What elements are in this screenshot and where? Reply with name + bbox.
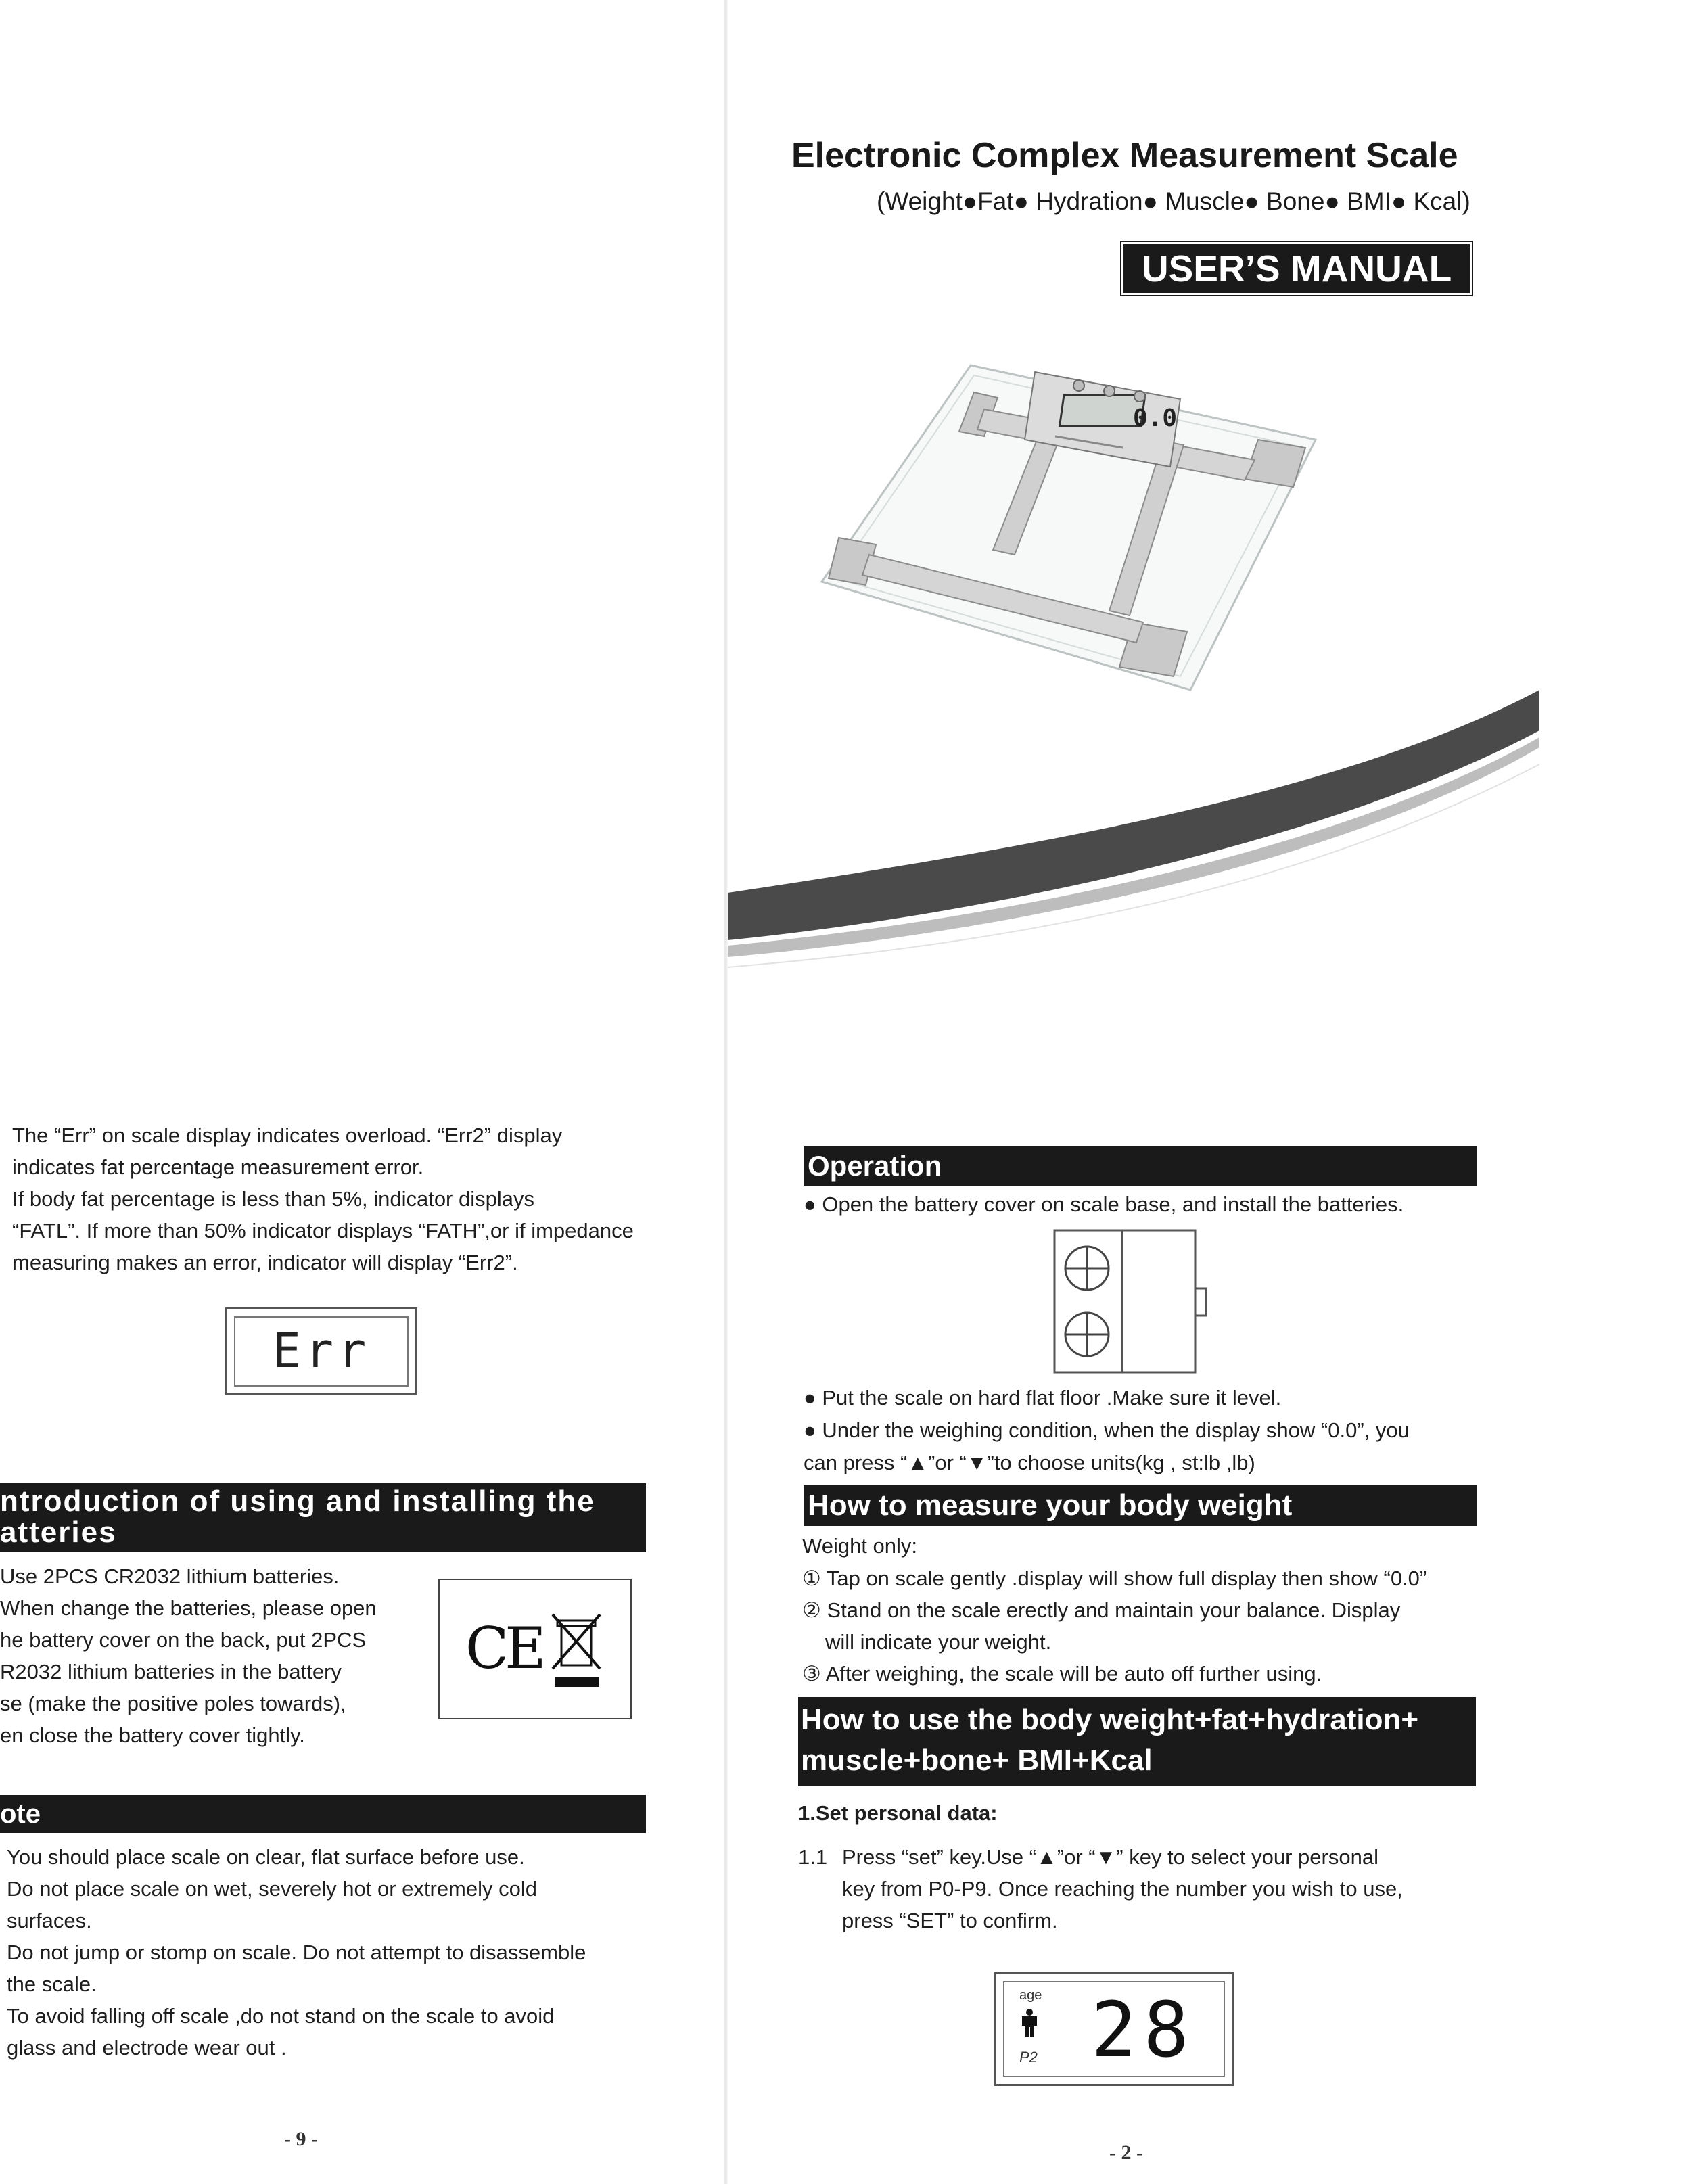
note-line: Do not jump or stomp on scale. Do not attempt to disassemble — [7, 1941, 586, 1964]
weight-step: will indicate your weight. — [825, 1630, 1052, 1654]
cover-subtitle: (Weight●Fat● Hydration● Muscle● Bone● BMI● Kcal) — [877, 187, 1470, 215]
step-line: key from P0-P9. Once reaching the number you wish to use, — [842, 1877, 1403, 1901]
note-line: Do not place scale on wet, severely hot or extremely cold — [7, 1877, 537, 1901]
error-line: The “Err” on scale display indicates overload. “Err2” display — [12, 1123, 563, 1147]
note-heading-text: ote — [0, 1799, 41, 1829]
batteries-text — [0, 1560, 419, 1751]
error-line: If body fat percentage is less than 5%, indicator displays — [12, 1187, 534, 1211]
right-margin-whitespace — [1539, 0, 1693, 2184]
batteries-heading-line: ntroduction of using and installing the — [0, 1485, 595, 1518]
battery-compartment-diagram — [1052, 1228, 1214, 1376]
weight-heading-text: How to measure your body weight — [808, 1489, 1293, 1522]
age-lcd-display — [994, 1972, 1234, 2086]
batteries-heading-line: atteries — [0, 1516, 117, 1549]
operation-heading — [804, 1146, 1477, 1186]
page-fold — [724, 0, 728, 2184]
weight-step: ③ After weighing, the scale will be auto off further using. — [802, 1662, 1322, 1686]
set-personal-data-label: 1.Set personal data: — [798, 1801, 998, 1825]
note-list — [7, 1841, 656, 2064]
step-number: 1.1 — [798, 1845, 828, 1869]
step-text — [842, 1841, 1485, 1936]
complex-heading-line: muscle+bone+ BMI+Kcal — [801, 1744, 1153, 1777]
operation-line: ● Put the scale on hard flat floor .Make sure it level. — [804, 1386, 1282, 1410]
complex-heading — [798, 1697, 1476, 1786]
note-line: glass and electrode wear out . — [7, 2036, 287, 2060]
weight-step: ② Stand on the scale erectly and maintain your balance. Display — [802, 1598, 1401, 1622]
note-line: You should place scale on clear, flat surface before use. — [7, 1845, 525, 1869]
err-lcd-display — [225, 1307, 417, 1395]
battery-line: When change the batteries, please open — [0, 1596, 377, 1620]
weight-heading — [804, 1485, 1477, 1526]
page-number-right: - 2 - — [1109, 2141, 1143, 2164]
step-line: press “SET” to confirm. — [842, 1909, 1058, 1932]
battery-line: he battery cover on the back, put 2PCS — [0, 1628, 367, 1652]
err-display-text: Err — [272, 1323, 371, 1378]
cover-title: Electronic Complex Measurement Scale — [791, 136, 1458, 175]
certification-box — [438, 1579, 632, 1719]
page-number-left: - 9 - — [284, 2128, 318, 2150]
weight-step: ① Tap on scale gently .display will show full display then show “0.0” — [802, 1566, 1427, 1590]
operation-line: ● Under the weighing condition, when the display show “0.0”, you — [804, 1418, 1410, 1442]
age-label: age — [1019, 1988, 1042, 2003]
error-line: “FATL”. If more than 50% indicator displays “FATH”,or if impedance — [12, 1219, 634, 1242]
note-line: To avoid falling off scale ,do not stand on the scale to avoid — [7, 2004, 555, 2028]
weight-only-label: Weight only: — [802, 1534, 918, 1558]
users-manual-label: USER’S MANUAL — [1121, 242, 1472, 295]
operation-line: ● Open the battery cover on scale base, and install the batteries. — [804, 1192, 1404, 1216]
note-line: surfaces. — [7, 1909, 92, 1932]
operation-heading-text: Operation — [808, 1150, 942, 1182]
person-icon — [1021, 2008, 1038, 2038]
step-line: Press “set” key.Use “▲”or “▼” key to select your personal — [842, 1845, 1378, 1869]
scale-display-reading: 0.0 — [1133, 404, 1178, 432]
error-line: indicates fat percentage measurement error. — [12, 1155, 424, 1179]
batteries-heading — [0, 1483, 646, 1552]
operation-line: can press “▲”or “▼”to choose units(kg , st:lb ,lb) — [804, 1451, 1255, 1474]
complex-heading-line: How to use the body weight+fat+hydration+ — [801, 1703, 1419, 1736]
ce-mark: CE — [465, 1615, 542, 1681]
age-value: 28 — [1091, 1986, 1196, 2074]
battery-line: R2032 lithium batteries in the battery — [0, 1660, 342, 1683]
battery-line: se (make the positive poles towards), — [0, 1692, 346, 1715]
battery-line: Use 2PCS CR2032 lithium batteries. — [0, 1564, 340, 1588]
note-heading — [0, 1795, 646, 1833]
battery-line: en close the battery cover tightly. — [0, 1723, 305, 1747]
note-line: the scale. — [7, 1972, 97, 1996]
weight-steps — [802, 1562, 1485, 1690]
error-line: measuring makes an error, indicator will display “Err2”. — [12, 1251, 518, 1274]
profile-label: P2 — [1019, 2049, 1038, 2066]
weee-bin-icon — [549, 1611, 603, 1692]
error-description — [12, 1119, 662, 1278]
